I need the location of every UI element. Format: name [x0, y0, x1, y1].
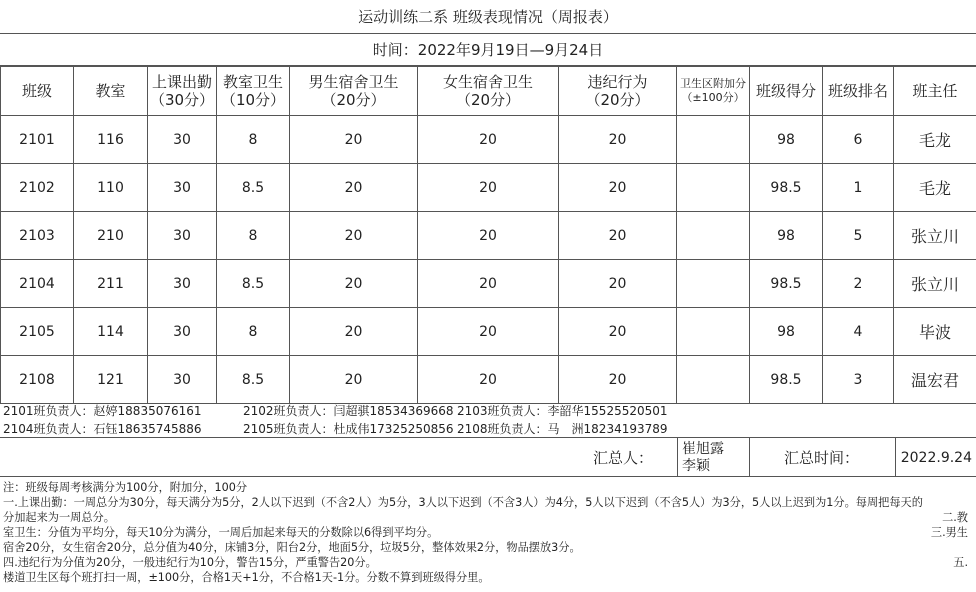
note-line-7: 楼道卫生区每个班打扫一周，±100分，合格1天+1分，不合格1天-1分。分数不算到班级得分里。	[3, 571, 490, 584]
table-cell: 20	[290, 116, 418, 164]
table-cell: 116	[74, 116, 148, 164]
table-cell: 30	[148, 164, 217, 212]
table-row	[1, 260, 976, 308]
table-cell: 211	[74, 260, 148, 308]
column-header-label: 卫生区附加分（±100分）	[680, 77, 746, 104]
column-header	[559, 67, 677, 116]
note-line-4-right: 三.男生	[930, 526, 968, 539]
table-cell: 5	[823, 212, 894, 260]
column-header-label: 班级得分	[755, 82, 816, 100]
table-cell: 110	[74, 164, 148, 212]
table-cell: 30	[148, 308, 217, 356]
summary-row	[0, 437, 976, 477]
note-line-6: 四.违纪行为分值为20分，一般违纪行为10分，警告15分，严重警告20分。	[3, 556, 377, 569]
table-cell: 4	[823, 308, 894, 356]
table-cell: 20	[418, 116, 559, 164]
column-header-label: 教室	[95, 82, 126, 100]
table-cell: 98	[750, 116, 823, 164]
note-line-1: 注：班级每周考核满分为100分，附加分，100分	[3, 481, 248, 494]
responsible-line-1	[0, 401, 976, 421]
report-date-range	[0, 34, 976, 66]
table-cell: 毛龙	[894, 164, 976, 212]
table-cell	[677, 116, 750, 164]
responsible-line-2	[0, 419, 976, 439]
table-cell: 30	[148, 356, 217, 404]
table-cell: 2103	[1, 212, 74, 260]
table-cell: 8.5	[217, 356, 290, 404]
table-row	[1, 164, 976, 212]
table-cell: 20	[559, 212, 677, 260]
notes-section	[0, 477, 976, 592]
table-row	[1, 308, 976, 356]
table-cell: 114	[74, 308, 148, 356]
table-cell: 2105	[1, 308, 74, 356]
table-cell: 20	[290, 164, 418, 212]
column-header	[677, 67, 750, 116]
table-cell: 张立川	[894, 260, 976, 308]
table-cell: 20	[559, 308, 677, 356]
table-cell: 98.5	[750, 164, 823, 212]
column-header	[290, 67, 418, 116]
table-cell: 20	[418, 356, 559, 404]
table-cell: 98.5	[750, 356, 823, 404]
column-header-label: 违纪行为	[587, 73, 648, 91]
table-cell: 8	[217, 212, 290, 260]
column-header-label: 班级排名	[827, 82, 888, 100]
column-header	[823, 67, 894, 116]
note-line-5: 宿舍20分，女生宿舍20分，总分值为40分，床铺3分，阳台2分，地面5分，垃圾5分，整体效果2分，物品摆放3分。	[3, 541, 581, 554]
column-header-points: （10分）	[220, 91, 286, 109]
table-cell: 30	[148, 116, 217, 164]
column-header	[750, 67, 823, 116]
table-cell: 210	[74, 212, 148, 260]
table-cell: 30	[148, 260, 217, 308]
responsible-2104: 2104班负责人：石钰18635745886	[3, 422, 202, 436]
table-cell: 2101	[1, 116, 74, 164]
table-cell: 98	[750, 308, 823, 356]
table-cell: 20	[290, 260, 418, 308]
column-header	[894, 67, 976, 116]
table-body	[1, 116, 976, 404]
table-cell: 3	[823, 356, 894, 404]
table-cell: 毛龙	[894, 116, 976, 164]
table-cell: 20	[559, 116, 677, 164]
column-header	[217, 67, 290, 116]
responsible-2101: 2101班负责人：赵婷18835076161	[3, 404, 202, 418]
column-header-label: 男生宿舍卫生	[308, 73, 399, 91]
summary-time-label: 汇总时间：	[784, 449, 860, 467]
table-row	[1, 212, 976, 260]
column-header-points: （20分）	[321, 91, 386, 109]
column-header-label: 上课出勤	[151, 73, 212, 91]
summary-date: 2022.9.24	[895, 438, 976, 477]
note-line-3-right: 二.教	[942, 511, 968, 524]
table-cell: 20	[290, 308, 418, 356]
report-title	[0, 0, 976, 34]
note-line-4: 室卫生：分值为平均分，每天10分为满分，一周后加起来每天的分数除以6得到平均分。	[3, 526, 439, 539]
column-header-points: （20分）	[585, 91, 650, 109]
table-cell: 20	[559, 164, 677, 212]
table-cell: 98	[750, 212, 823, 260]
table-cell: 20	[290, 356, 418, 404]
summary-names	[677, 438, 750, 477]
responsible-2103: 2103班负责人：李韶华15525520501	[457, 404, 668, 418]
table-cell: 2108	[1, 356, 74, 404]
note-line-3: 分加起来为一周总分。	[3, 511, 115, 524]
table-cell: 8	[217, 308, 290, 356]
report-date-range-text: 时间：2022年9月19日—9月24日	[372, 41, 604, 59]
table-cell: 2102	[1, 164, 74, 212]
column-header	[74, 67, 148, 116]
report-title-text: 运动训练二系 班级表现情况（周报表）	[358, 8, 618, 26]
note-line-6-right: 五.	[953, 556, 968, 569]
note-line-2: 一.上课出勤：一周总分为30分，每天满分为5分，2人以下迟到（不含2人）为5分，3人以下迟到（不含3人）为4分，5人以下迟到（不含5人）为3分，5人以上迟到为1分。每周把每天的	[3, 496, 923, 509]
table-cell: 1	[823, 164, 894, 212]
table-cell	[677, 212, 750, 260]
table-cell: 30	[148, 212, 217, 260]
table-cell	[677, 356, 750, 404]
column-header	[1, 67, 74, 116]
table-cell: 温宏君	[894, 356, 976, 404]
table-row	[1, 116, 976, 164]
table-cell: 20	[418, 308, 559, 356]
table-cell: 8.5	[217, 260, 290, 308]
column-header	[418, 67, 559, 116]
summary-label: 汇总人：	[593, 449, 654, 467]
responsible-2105: 2105班负责人：杜成伟17325250856	[243, 422, 454, 436]
column-header-points: （20分）	[455, 91, 521, 109]
table-cell	[677, 260, 750, 308]
summary-name-1: 崔旭露	[682, 440, 724, 457]
column-header-label: 教室卫生	[222, 73, 283, 91]
table-cell: 张立川	[894, 212, 976, 260]
table-cell: 121	[74, 356, 148, 404]
responsible-2108: 2108班负责人：马 洲18234193789	[457, 422, 668, 436]
table-cell: 8.5	[217, 164, 290, 212]
table-cell: 2104	[1, 260, 74, 308]
table-cell: 98.5	[750, 260, 823, 308]
table-cell: 8	[217, 116, 290, 164]
table-row	[1, 356, 976, 404]
table-cell: 20	[418, 260, 559, 308]
responsible-2102: 2102班负责人：闫超骐18534369668	[243, 404, 454, 418]
table-header-row	[1, 67, 976, 116]
column-header	[148, 67, 217, 116]
table-cell: 6	[823, 116, 894, 164]
table-cell: 20	[290, 212, 418, 260]
column-header-label: 女生宿舍卫生	[442, 73, 533, 91]
table-cell	[677, 308, 750, 356]
table-cell: 20	[418, 212, 559, 260]
table-cell: 2	[823, 260, 894, 308]
column-header-label: 班级	[21, 82, 52, 100]
table-cell: 20	[559, 356, 677, 404]
summary-name-2: 李颖	[682, 457, 710, 474]
table-cell	[677, 164, 750, 212]
table-cell: 毕波	[894, 308, 976, 356]
column-header-label: 班主任	[912, 82, 958, 100]
table-cell: 20	[418, 164, 559, 212]
table-cell: 20	[559, 260, 677, 308]
class-performance-table	[0, 66, 976, 404]
column-header-points: （30分）	[149, 91, 215, 109]
